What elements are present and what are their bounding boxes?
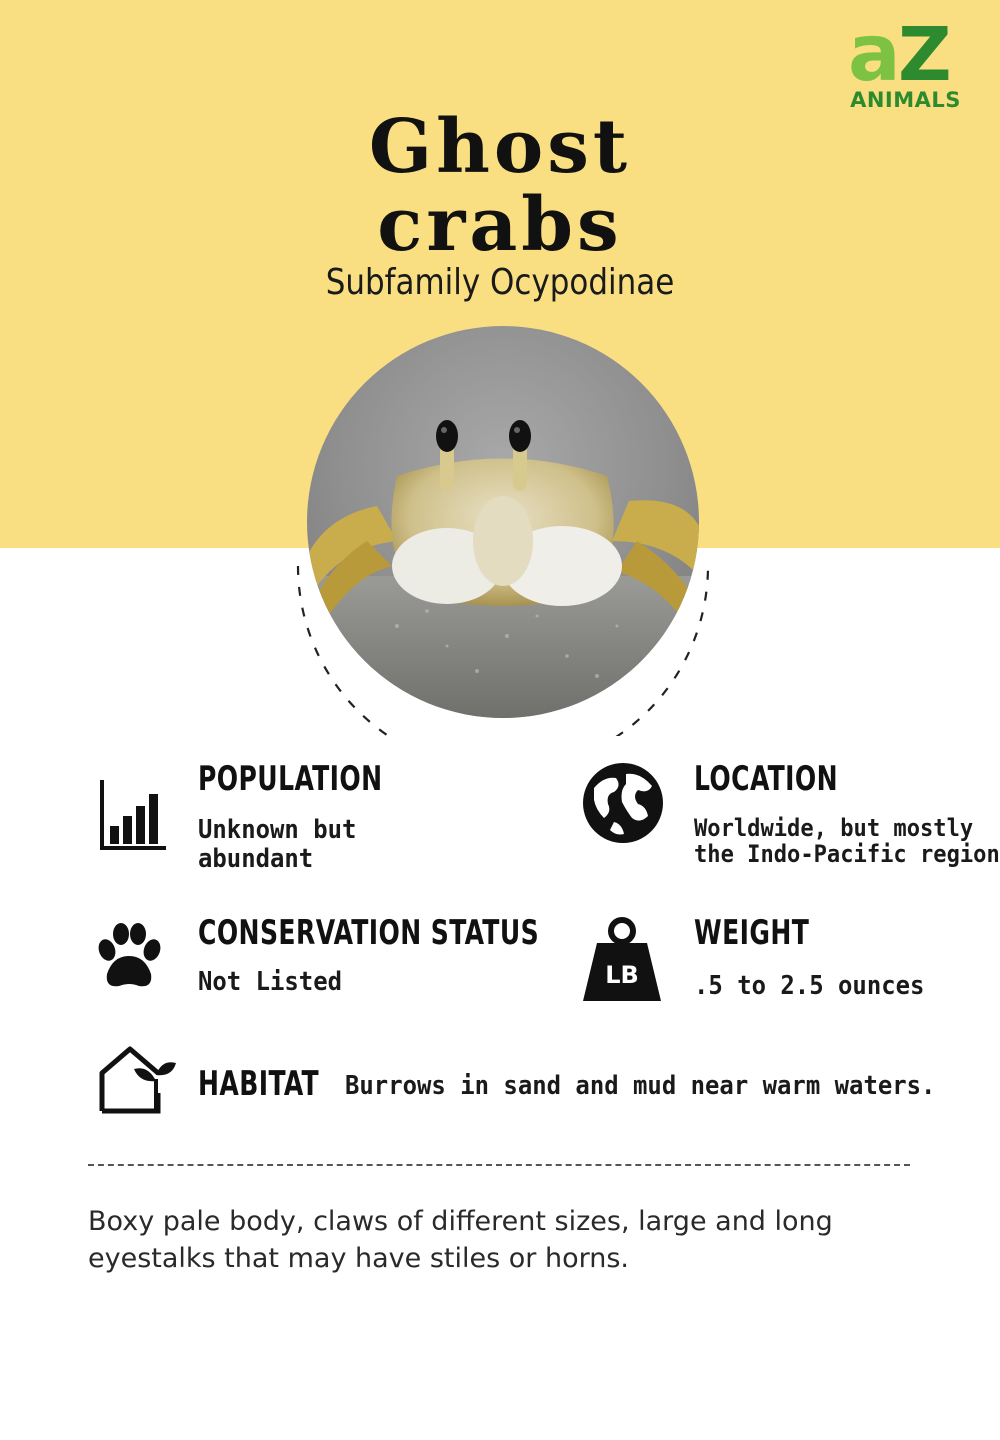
conservation-status-value: Not Listed [198, 967, 343, 997]
page-title [0, 104, 1000, 268]
conservation-status-label: CONSERVATION STATUS [198, 913, 540, 953]
population-label: POPULATION [198, 759, 383, 799]
page-subtitle: Subfamily Ocypodinae [325, 262, 675, 303]
weight-value: .5 to 2.5 ounces [694, 971, 925, 1001]
svg-text:a: a [848, 22, 893, 88]
population-value-line-2: abundant [198, 844, 314, 874]
description-line-2: eyestalks that may have stiles or horns. [88, 1243, 629, 1274]
title-line-1: Ghost [368, 104, 632, 190]
title-line-2: crabs [377, 182, 623, 268]
weight-lb-icon [583, 917, 661, 1003]
location-value-line-1: Worldwide, but mostly [694, 814, 974, 842]
weight-label: WEIGHT [694, 913, 810, 953]
bar-chart-icon [98, 778, 168, 852]
description [88, 1203, 928, 1277]
logo-text: ANIMALS [850, 88, 961, 112]
weight-badge-text: LB [605, 961, 639, 989]
az-logo-mark-icon [846, 22, 966, 88]
az-animals-logo[interactable] [838, 22, 973, 118]
paw-print-icon [95, 922, 163, 990]
location-value-line-2: the Indo-Pacific region [694, 840, 1000, 868]
description-line-1: Boxy pale body, claws of different sizes, large and long [88, 1206, 833, 1237]
svg-text:Z: Z [898, 22, 952, 88]
ghost-crab-photo [307, 326, 699, 718]
house-plant-icon [98, 1045, 176, 1115]
population-value-line-1: Unknown but [198, 815, 357, 845]
habitat-label: HABITAT [198, 1064, 320, 1104]
section-divider [88, 1164, 910, 1166]
habitat-value: Burrows in sand and mud near warm waters. [345, 1071, 936, 1101]
location-label: LOCATION [694, 759, 838, 799]
globe-icon [582, 762, 664, 844]
